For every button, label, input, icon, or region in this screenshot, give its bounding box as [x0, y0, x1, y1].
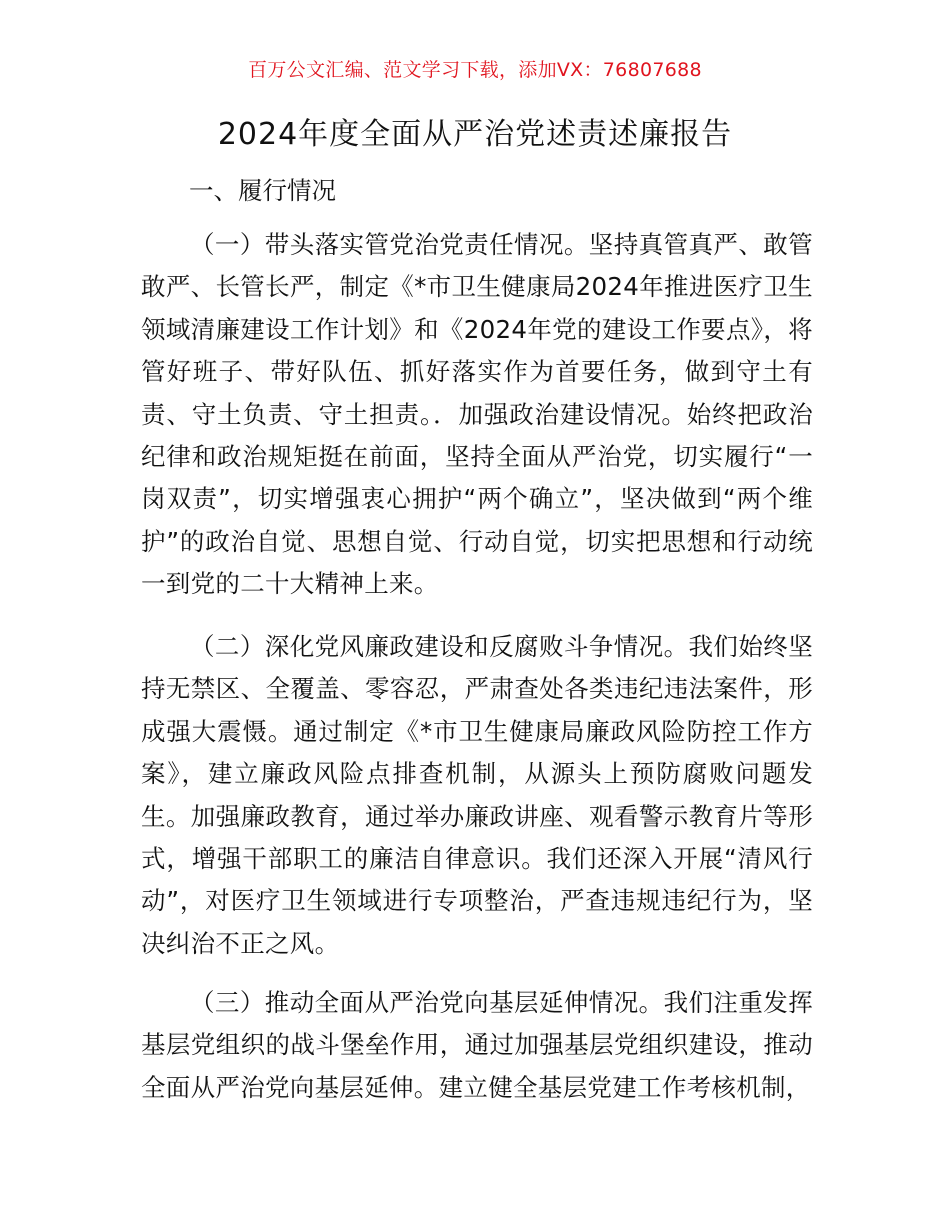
paragraph-1: （一）带头落实管党治党责任情况。坚持真管真严、敢管敢严、长管长严，制定《*市卫生健康局2024年推进医疗卫生领域清廉建设工作计划》和《2024年党的建设工作要点》，将管好班子、带好队伍、抓好落实作为首要任务，做到守土有责、守土负责、守土担责。．加强政治建设情况。始终把政治纪律和政治规矩挺在前面，坚持全面从严治党，切实履行“一岗双责”，切实增强衷心拥护“两个确立”，坚决做到“两个维护”的政治自觉、思想自觉、行动自觉，切实把思想和行动统一到党的二十大精神上来。: [141, 230, 813, 599]
paragraph-2: （二）深化党风廉政建设和反腐败斗争情况。我们始终坚持无禁区、全覆盖、零容忍，严肃查处各类违纪违法案件，形成强大震慑。通过制定《*市卫生健康局廉政风险防控工作方案》，建立廉政风险点排查机制，从源头上预防腐败问题发生。加强廉政教育，通过举办廉政讲座、观看警示教育片等形式，增强干部职工的廉洁自律意识。我们还深入开展“清风行动”，对医疗卫生领域进行专项整治，严查违规违纪行为，坚决纠治不正之风。: [141, 632, 813, 958]
section-heading: 一、履行情况: [189, 176, 336, 205]
watermark-banner: 百万公文汇编、范文学习下载，添加VX：76807688: [248, 59, 702, 81]
paragraph-3: （三）推动全面从严治党向基层延伸情况。我们注重发挥基层党组织的战斗堡垒作用，通过加强基层党组织建设，推动全面从严治党向基层延伸。建立健全基层党建工作考核机制，: [141, 988, 813, 1102]
document-title: 2024年度全面从严治党述责述廉报告: [217, 117, 733, 152]
